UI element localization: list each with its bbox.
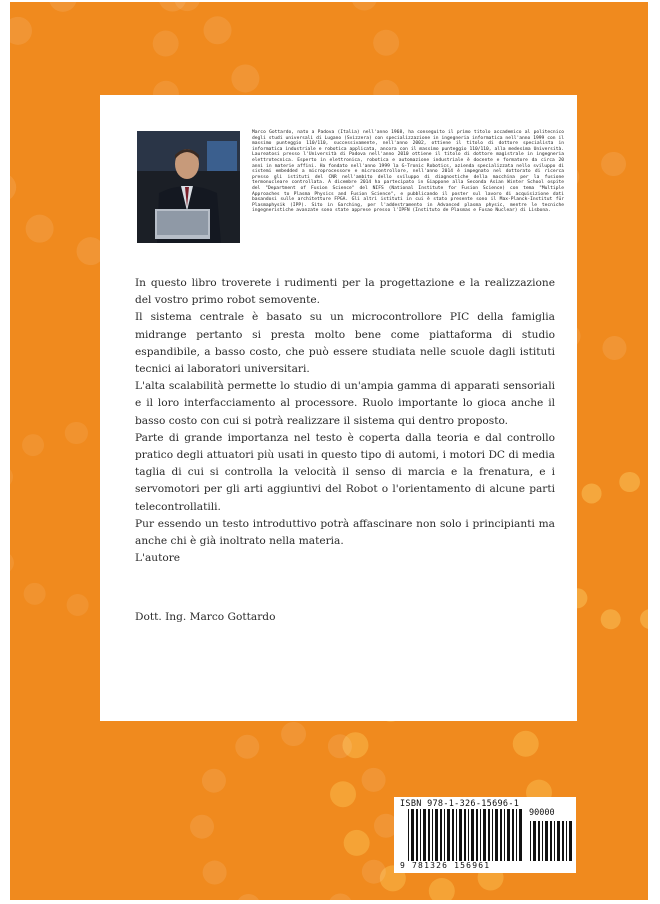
description-text xyxy=(135,275,555,567)
author-bio: Marco Gottardo, nato a Padova (Italia) nell'anno 1968, ha conseguito il primo titolo accademico al politecnico degli studi universali di Lugano (Svizzera) con specializzazione in ingegneria informatica nell'anno 1999 con il massimo punteggio 110/110, successivamente, nell'anno 2002, ottiene il titolo di dottore specialista in informatica industriale e robotica applicata, ancora con il massimo punteggio 110/110, alla medesima Università. Laureatosi presso l'Università di Padova nell'anno 2010 ottiene il titolo di dottore magistrale in ingegneria elettrotecnica. Esperto in elettronica, robotica e automazione industriale è docente e formatore da circa 20 anni in materie affini. Ha fondato nell'anno 1999 la G-Tronic Robotics, azienda specializzata nello sviluppo di sistemi embedded a microprocessore e microcontrollore, nell'anno 2014 è impegnato nel dottorato di ricerca presso gli istituti del CNR nell'ambito dello sviluppo di diagnostiche della macchina per la fusione termonucleare controllata. A dicembre 2014 ha partecipato in Giappone alla Seconda Asian Winter School ospite del "Department of Fusion Science" del NIFS (National Institute for Fusion Science) con tema "Multiple Approaches to Plasma Physics and Fusion Science", e pubblicando il poster sul lavoro di acquisizione dati basandosi sulle architetture FPGA. Gli altri istituti in cui è stato presente sono il Max-Planck-Institut für Plasmaphysik (IPP). Sito in Garching, per l'addestramento in Advanced plasma physic, mentre le tecniche ingegneristiche avanzate sono state apprese presso l'IPFN (Instituto de Plasmas e Fusao Nuclear) di Lisbona. xyxy=(252,130,564,214)
paragraph: Il sistema centrale è basato su un microcontrollore PIC della famiglia midrange pertanto si presta molto bene come piattaforma di studio espandibile, a basso costo, che può essere studiata nelle scuole dagli istituti tecnici ai laboratori universitari. xyxy=(135,311,555,376)
paragraph: Parte di grande importanza nel testo è coperta dalla teoria e dal controllo pratico degli attuatori più usati in questo tipo di automi, i motori DC di media taglia di cui si controlla la velocità il senso di marcia e la frenatura, e i servomotori per gli arti aggiuntivi del Robot o l'orientamento di alcune parti telecontrollatili. xyxy=(135,431,555,513)
author-photo xyxy=(137,131,240,243)
paragraph: Pur essendo un testo introduttivo potrà affascinare non solo i principianti ma anche chi è già inoltrato nella materia. xyxy=(135,517,555,548)
barcode-bars xyxy=(408,809,526,861)
ean-digits: 9 781326 156961 xyxy=(400,861,491,870)
paragraph: L'alta scalabilità permette lo studio di un'ampia gamma di apparati sensoriali e il loro interfacciamento al processore. Ruolo importante lo gioca anche il basso costo con cui si potrà realizzare il sistema qui dentro proposto. xyxy=(135,380,555,427)
addon-barcode-bars xyxy=(530,821,572,861)
book-back-cover xyxy=(10,2,648,900)
text-panel xyxy=(100,95,577,721)
paragraph: In questo libro troverete i rudimenti per la progettazione e la realizzazione del vostro primo robot semovente. xyxy=(135,277,555,307)
paragraph: L'autore xyxy=(135,552,181,565)
author-signature: Dott. Ing. Marco Gottardo xyxy=(135,611,276,623)
isbn-label: ISBN 978-1-326-15696-1 xyxy=(400,799,520,809)
price-code: 90000 xyxy=(529,808,555,818)
isbn-barcode xyxy=(394,797,576,873)
author-portrait-image xyxy=(137,131,240,243)
